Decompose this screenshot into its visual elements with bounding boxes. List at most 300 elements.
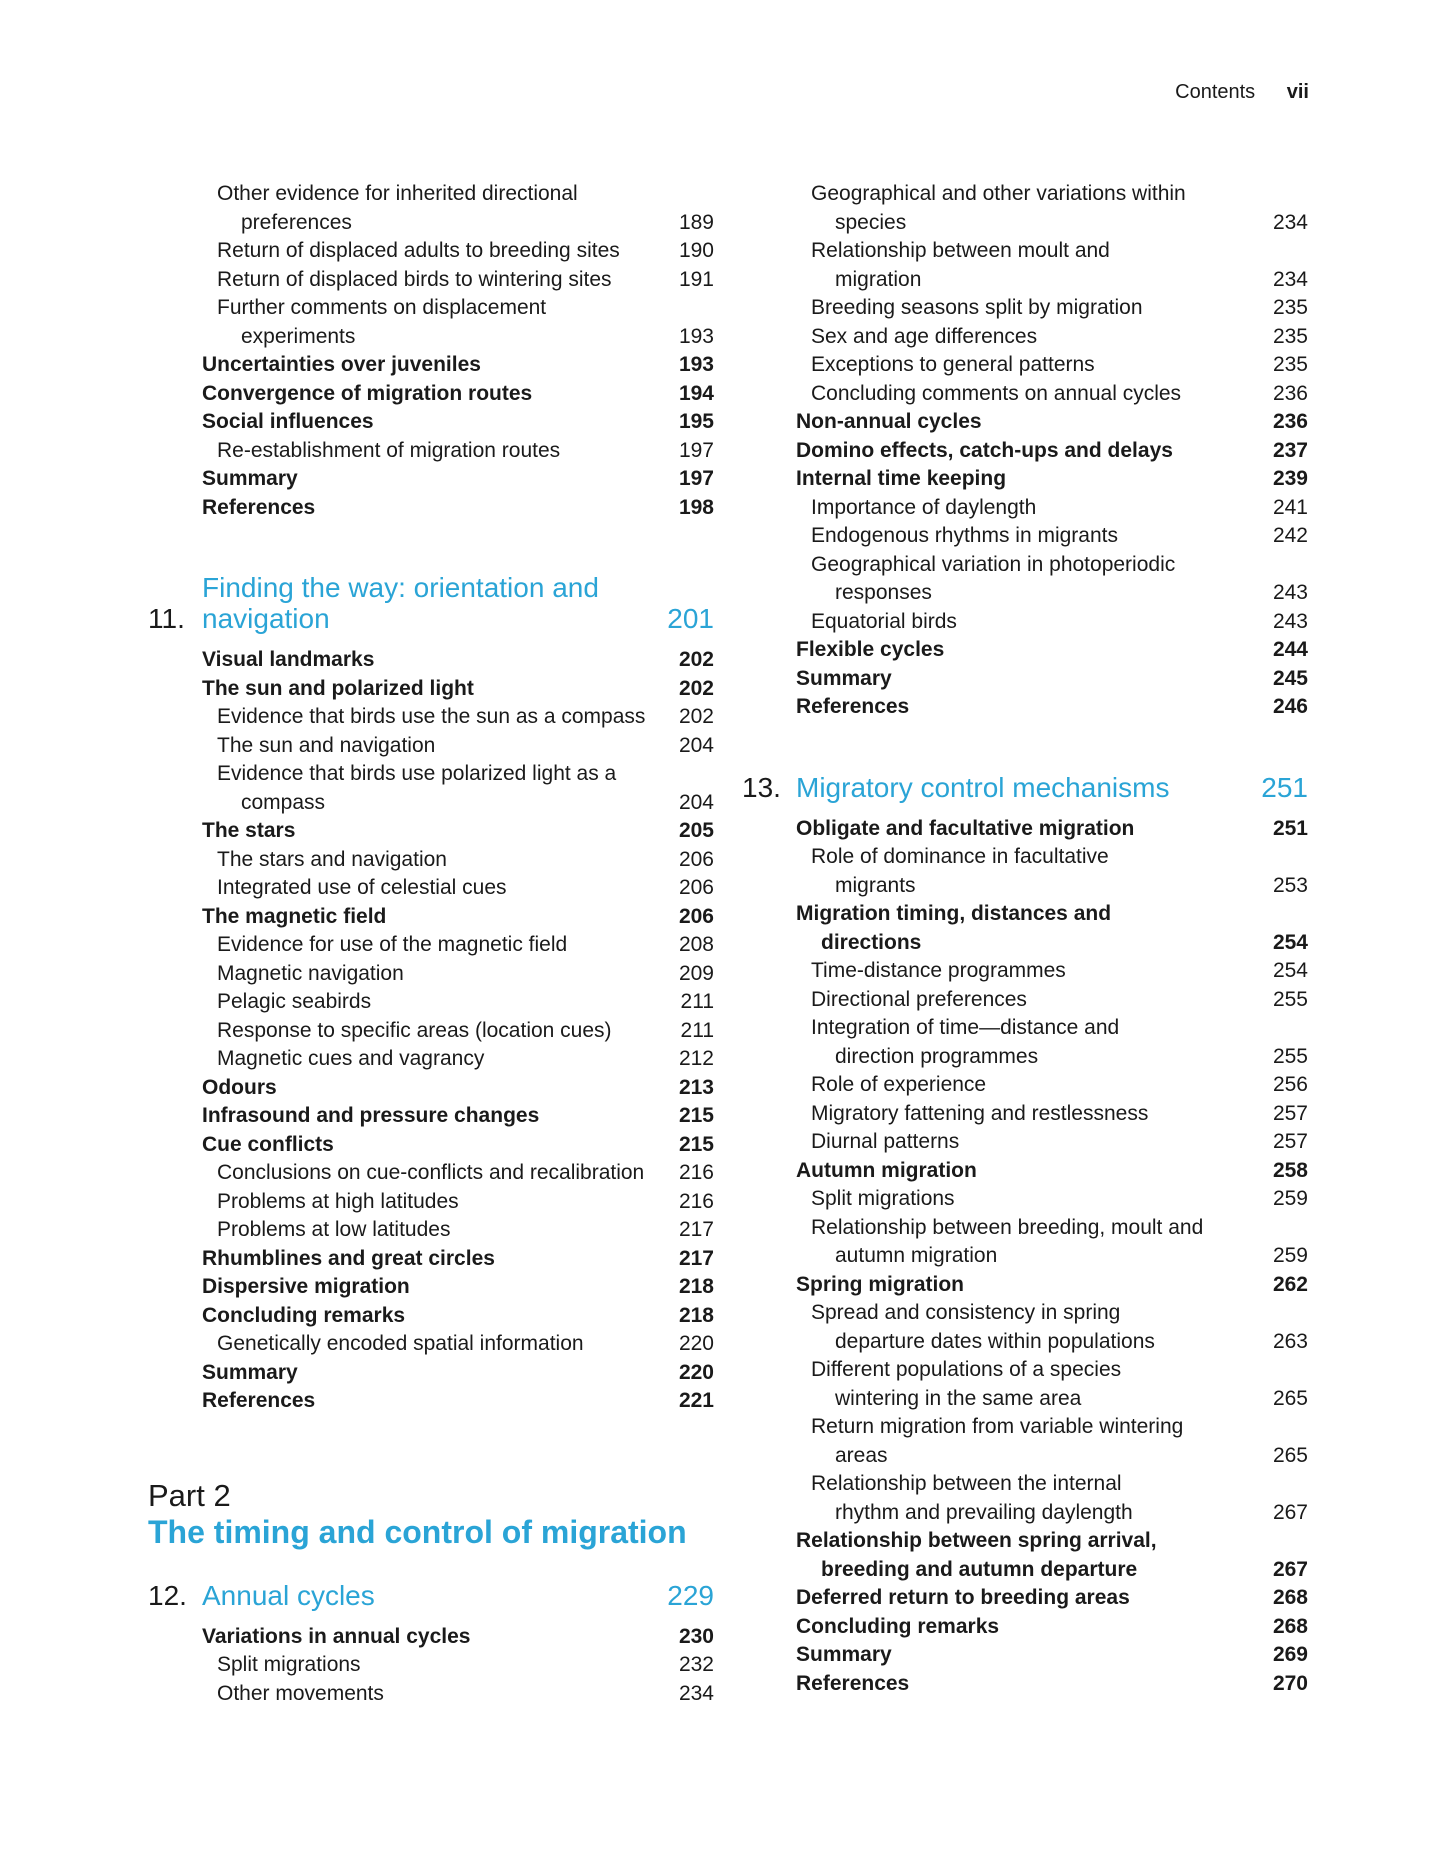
entry-title-line: Infrasound and pressure changes	[202, 1104, 540, 1127]
entry-title	[811, 180, 1252, 237]
entry-title	[202, 1102, 658, 1131]
entry-page-number: 204	[678, 733, 714, 757]
entry-title	[796, 1584, 1252, 1613]
entry-title-line: References	[202, 495, 316, 519]
entry-title-line: Equatorial birds	[811, 609, 957, 633]
entry-title-line: direction programmes	[835, 1044, 1039, 1068]
entry-title-line: Integration of time—distance and	[811, 1016, 1120, 1039]
toc-subsection-entry[interactable]	[148, 1017, 714, 1046]
entry-title	[217, 960, 658, 989]
entry-page-number: 234	[678, 1681, 714, 1705]
entry-title	[217, 703, 658, 732]
entry-page-number: 213	[678, 1075, 714, 1099]
toc-section-entry[interactable]	[148, 1273, 714, 1302]
entry-title	[202, 380, 658, 409]
entry-title	[202, 465, 658, 494]
entry-page-number: 220	[678, 1332, 714, 1355]
entry-title	[202, 675, 658, 704]
entry-title-line: directions	[821, 930, 922, 954]
entry-title-line: Return of displaced adults to breeding sites	[217, 239, 620, 262]
entry-page-number: 202	[678, 705, 714, 728]
toc-section-entry[interactable]	[148, 1102, 714, 1131]
toc-subsection-entry[interactable]	[742, 986, 1308, 1015]
entry-title	[796, 636, 1252, 665]
entry-title-line: Dispersive migration	[202, 1275, 410, 1298]
entry-page-number: 202	[678, 648, 714, 671]
entry-title	[796, 465, 1252, 494]
entry-page-number: 268	[1272, 1614, 1308, 1638]
entry-title-line: Re-establishment of migration routes	[217, 438, 561, 462]
entry-page-number: 254	[1272, 959, 1308, 982]
entry-page-number: 230	[678, 1624, 714, 1648]
entry-title	[811, 323, 1252, 352]
entry-title-line: Integrated use of celestial cues	[217, 876, 507, 899]
entry-page-number: 259	[1272, 1244, 1308, 1267]
toc-subsection-entry[interactable]	[148, 237, 714, 266]
entry-page-number: 221	[678, 1389, 714, 1412]
entry-page-number: 234	[1272, 267, 1308, 291]
entry-title-line: migrants	[835, 873, 916, 897]
entry-title-line: Relationship between spring arrival,	[796, 1529, 1157, 1552]
toc-subsection-entry[interactable]	[148, 846, 714, 875]
toc-subsection-entry[interactable]	[742, 1356, 1308, 1413]
entry-title-line: The stars and navigation	[217, 847, 447, 871]
entry-title	[217, 437, 658, 466]
chapter-number: 12.	[148, 1579, 187, 1611]
entry-page-number: 206	[678, 847, 714, 871]
toc-subsection-entry[interactable]	[742, 1413, 1308, 1470]
entry-title	[217, 1330, 658, 1359]
entry-title	[202, 351, 658, 380]
entry-title-line: Non-annual cycles	[796, 410, 982, 433]
entry-title	[811, 1356, 1252, 1413]
entry-title	[796, 437, 1252, 466]
toc-section-entry[interactable]	[742, 1527, 1308, 1584]
toc-section-entry[interactable]	[148, 817, 714, 846]
toc-section-entry[interactable]	[148, 1359, 714, 1388]
toc-subsection-entry[interactable]	[742, 1128, 1308, 1157]
entry-title-line: Conclusions on cue-conflicts and recalibration	[217, 1161, 645, 1184]
toc-subsection-entry[interactable]	[742, 1470, 1308, 1527]
entry-page-number: 256	[1272, 1073, 1308, 1096]
entry-title-line: Convergence of migration routes	[202, 381, 533, 405]
entry-page-number: 215	[678, 1132, 714, 1156]
entry-title-line: Flexible cycles	[796, 638, 945, 661]
entry-title	[811, 1299, 1252, 1356]
entry-title-line: Role of dominance in facultative	[811, 845, 1109, 868]
entry-title	[217, 1680, 658, 1709]
entry-page-number: 237	[1272, 438, 1308, 462]
toc-subsection-entry[interactable]	[742, 551, 1308, 608]
toc-subsection-entry[interactable]	[742, 180, 1308, 237]
entry-title	[217, 1651, 658, 1680]
entry-title	[811, 608, 1252, 637]
entry-title-line: Deferred return to breeding areas	[796, 1586, 1130, 1609]
entry-page-number: 254	[1272, 930, 1308, 954]
entry-title-line: Concluding remarks	[796, 1614, 1000, 1638]
entry-title	[796, 1613, 1252, 1642]
entry-title-line: Return of displaced birds to wintering sites	[217, 267, 612, 291]
part-heading	[148, 1478, 714, 1550]
entry-title-line: Problems at low latitudes	[217, 1218, 451, 1241]
entry-page-number: 258	[1272, 1158, 1308, 1182]
toc-subsection-entry[interactable]	[148, 703, 714, 732]
toc-subsection-entry[interactable]	[742, 1185, 1308, 1214]
toc-subsection-entry[interactable]	[742, 608, 1308, 637]
toc-section-entry[interactable]	[742, 408, 1308, 437]
entry-page-number: 257	[1272, 1130, 1308, 1153]
toc-subsection-entry[interactable]	[742, 1299, 1308, 1356]
entry-title-line: Magnetic cues and vagrancy	[217, 1047, 485, 1070]
toc-block	[742, 180, 1308, 722]
entry-title-line: Internal time keeping	[796, 467, 1007, 490]
entry-title	[811, 957, 1252, 986]
toc-section-entry[interactable]	[742, 665, 1308, 694]
entry-title	[811, 522, 1252, 551]
entry-page-number: 189	[678, 210, 714, 234]
entry-page-number: 246	[1272, 695, 1308, 718]
toc-subsection-entry[interactable]	[148, 760, 714, 817]
entry-title	[796, 1527, 1252, 1584]
chapter-title-line: navigation	[202, 603, 330, 634]
toc-section-entry[interactable]	[742, 815, 1308, 844]
entry-title-line: References	[202, 1389, 316, 1412]
toc-section-entry[interactable]	[742, 1584, 1308, 1613]
toc-subsection-entry[interactable]	[148, 437, 714, 466]
entry-title	[217, 1188, 658, 1217]
toc-subsection-entry[interactable]	[148, 1330, 714, 1359]
entry-page-number: 211	[680, 990, 714, 1013]
entry-title-line: Uncertainties over juveniles	[202, 353, 481, 376]
entry-title	[202, 1131, 658, 1160]
entry-page-number: 251	[1272, 816, 1308, 840]
entry-title	[202, 903, 658, 932]
entry-page-number: 263	[1272, 1329, 1308, 1353]
toc-section-entry[interactable]	[148, 408, 714, 437]
entry-page-number: 197	[678, 467, 714, 490]
entry-page-number: 204	[678, 790, 714, 814]
entry-title-line: Obligate and facultative migration	[796, 816, 1135, 840]
toc-section-entry[interactable]	[742, 1641, 1308, 1670]
toc-section-entry[interactable]	[742, 1613, 1308, 1642]
entry-title-line: Concluding remarks	[202, 1303, 406, 1327]
entry-title-line: Sex and age differences	[811, 324, 1038, 348]
entry-page-number: 236	[1272, 410, 1308, 433]
toc-subsection-entry[interactable]	[148, 874, 714, 903]
entry-page-number: 232	[678, 1653, 714, 1676]
chapter-heading[interactable]	[742, 772, 1308, 803]
entry-title-line: rhythm and prevailing daylength	[835, 1500, 1133, 1524]
chapter-title-line: Migratory control mechanisms	[796, 771, 1170, 803]
toc-subsection-entry[interactable]	[148, 1651, 714, 1680]
entry-title-line: areas	[835, 1443, 888, 1467]
entry-page-number: 218	[678, 1303, 714, 1327]
entry-title	[796, 665, 1252, 694]
toc-subsection-entry[interactable]	[148, 960, 714, 989]
toc-section-entry[interactable]	[742, 1670, 1308, 1699]
chapter-number: 11.	[148, 603, 185, 634]
entry-title-line: Relationship between breeding, moult and	[811, 1215, 1204, 1239]
entry-page-number: 194	[678, 381, 714, 405]
entry-page-number: 262	[1272, 1272, 1308, 1296]
chapter-number: 13.	[742, 771, 781, 803]
entry-title	[217, 1017, 658, 1046]
entry-title	[796, 1641, 1252, 1670]
toc-subsection-entry[interactable]	[148, 732, 714, 761]
toc-section-entry[interactable]	[148, 494, 714, 523]
entry-title	[202, 1245, 658, 1274]
entry-title-line: Variations in annual cycles	[202, 1624, 471, 1648]
entry-page-number: 218	[678, 1275, 714, 1298]
entry-title	[202, 494, 658, 523]
toc-subsection-entry[interactable]	[148, 988, 714, 1017]
entry-title	[796, 1670, 1252, 1699]
toc-subsection-entry[interactable]	[742, 323, 1308, 352]
toc-subsection-entry[interactable]	[148, 1045, 714, 1074]
entry-title-line: Magnetic navigation	[217, 961, 404, 985]
entry-title-line: Summary	[796, 666, 892, 690]
chapter-heading[interactable]	[148, 1580, 714, 1611]
toc-subsection-entry[interactable]	[742, 294, 1308, 323]
entry-page-number: 215	[678, 1104, 714, 1127]
entry-title-line: compass	[241, 790, 326, 814]
entry-page-number: 253	[1272, 873, 1308, 897]
entry-title-line: Visual landmarks	[202, 648, 375, 671]
toc-subsection-entry[interactable]	[148, 180, 714, 237]
entry-title-line: Importance of daylength	[811, 495, 1037, 519]
chapter-title	[202, 572, 644, 634]
entry-title-line: Relationship between the internal	[811, 1472, 1122, 1495]
entry-page-number: 217	[678, 1246, 714, 1270]
entry-page-number: 193	[678, 353, 714, 376]
entry-title-line: Domino effects, catch-ups and delays	[796, 438, 1173, 462]
chapter-title	[202, 1580, 644, 1611]
chapter-heading[interactable]	[148, 572, 714, 634]
entry-title-line: Summary	[202, 467, 298, 490]
entry-title-line: The sun and polarized light	[202, 676, 474, 700]
chapter-page-number: 201	[667, 603, 714, 634]
toc-section-entry[interactable]	[148, 1074, 714, 1103]
entry-page-number: 217	[678, 1218, 714, 1241]
entry-title	[811, 1128, 1252, 1157]
toc-section-entry[interactable]	[742, 636, 1308, 665]
entry-page-number: 269	[1272, 1643, 1308, 1666]
entry-title-line: Concluding comments on annual cycles	[811, 381, 1182, 405]
entry-title	[217, 294, 658, 351]
toc-section-entry[interactable]	[742, 693, 1308, 722]
toc-subsection-entry[interactable]	[742, 1071, 1308, 1100]
entry-title-line: responses	[835, 581, 932, 604]
toc-subsection-entry[interactable]	[742, 843, 1308, 900]
entry-page-number: 193	[678, 324, 714, 348]
entry-title-line: Autumn migration	[796, 1158, 977, 1182]
entry-page-number: 235	[1272, 296, 1308, 319]
entry-page-number: 209	[678, 961, 714, 985]
entry-page-number: 202	[678, 676, 714, 700]
entry-title	[217, 988, 658, 1017]
entry-title-line: Exceptions to general patterns	[811, 353, 1095, 376]
header-page-number: vii	[1286, 81, 1309, 103]
toc-subsection-entry[interactable]	[742, 494, 1308, 523]
toc-section-entry[interactable]	[148, 380, 714, 409]
entry-title-line: Odours	[202, 1075, 277, 1099]
toc-left-column	[148, 180, 714, 1708]
toc-subsection-entry[interactable]	[148, 266, 714, 295]
entry-title-line: Evidence that birds use polarized light as a	[217, 762, 617, 785]
entry-page-number: 212	[678, 1047, 714, 1070]
toc-subsection-entry[interactable]	[148, 931, 714, 960]
entry-title-line: Summary	[202, 1360, 298, 1384]
entry-page-number: 267	[1272, 1500, 1308, 1524]
toc-subsection-entry[interactable]	[148, 1188, 714, 1217]
toc-subsection-entry[interactable]	[742, 1214, 1308, 1271]
entry-title-line: The stars	[202, 819, 296, 842]
toc-subsection-entry[interactable]	[148, 1680, 714, 1709]
toc-subsection-entry[interactable]	[148, 1216, 714, 1245]
entry-title	[811, 294, 1252, 323]
entry-page-number: 211	[680, 1018, 714, 1042]
entry-title-line: Split migrations	[811, 1187, 955, 1210]
entry-title	[202, 1387, 658, 1416]
entry-title-line: Response to specific areas (location cues)	[217, 1018, 612, 1042]
toc-section-entry[interactable]	[742, 465, 1308, 494]
toc-section-entry[interactable]	[148, 1131, 714, 1160]
entry-title	[811, 494, 1252, 523]
entry-page-number: 244	[1272, 638, 1308, 661]
toc-subsection-entry[interactable]	[742, 351, 1308, 380]
entry-page-number: 239	[1272, 467, 1308, 490]
toc-section-entry[interactable]	[148, 646, 714, 675]
entry-title	[217, 931, 658, 960]
toc-subsection-entry[interactable]	[742, 1014, 1308, 1071]
entry-title	[811, 986, 1252, 1015]
entry-title-line: Endogenous rhythms in migrants	[811, 524, 1118, 547]
entry-title	[811, 380, 1252, 409]
toc-section-entry[interactable]	[148, 1245, 714, 1274]
entry-title	[796, 693, 1252, 722]
entry-page-number: 245	[1272, 666, 1308, 690]
entry-title-line: References	[796, 695, 910, 718]
entry-title-line: Directional preferences	[811, 987, 1027, 1011]
entry-title-line: Migration timing, distances and	[796, 902, 1112, 925]
entry-page-number: 242	[1272, 524, 1308, 547]
toc-subsection-entry[interactable]	[742, 1100, 1308, 1129]
entry-title	[217, 1045, 658, 1074]
entry-page-number: 243	[1272, 609, 1308, 633]
entry-title-line: Evidence for use of the magnetic field	[217, 933, 568, 956]
entry-title-line: Breeding seasons split by migration	[811, 296, 1143, 319]
toc-subsection-entry[interactable]	[148, 1159, 714, 1188]
entry-title	[796, 1271, 1252, 1300]
entry-title-line: breeding and autumn departure	[821, 1557, 1138, 1581]
entry-page-number: 197	[678, 438, 714, 462]
chapter-page-number: 229	[667, 1579, 714, 1611]
entry-title	[217, 180, 658, 237]
entry-title-line: Split migrations	[217, 1653, 361, 1676]
toc-subsection-entry[interactable]	[742, 237, 1308, 294]
toc-block	[148, 180, 714, 522]
toc-section-entry[interactable]	[742, 1271, 1308, 1300]
entry-title-line: Geographical and other variations within	[811, 182, 1186, 205]
entry-page-number: 257	[1272, 1101, 1308, 1125]
chapter-title-line: Finding the way: orientation and	[202, 572, 599, 603]
toc-subsection-entry[interactable]	[148, 294, 714, 351]
entry-page-number: 195	[678, 410, 714, 433]
entry-page-number: 190	[678, 239, 714, 262]
entry-title-line: Cue conflicts	[202, 1132, 334, 1156]
toc-block	[148, 646, 714, 1416]
entry-page-number: 265	[1272, 1443, 1308, 1467]
entry-title-line: Relationship between moult and	[811, 239, 1110, 262]
entry-page-number: 206	[678, 904, 714, 928]
entry-page-number: 220	[678, 1360, 714, 1384]
entry-page-number: 216	[678, 1161, 714, 1184]
entry-title-line: Evidence that birds use the sun as a compass	[217, 705, 646, 728]
toc-section-entry[interactable]	[148, 465, 714, 494]
toc-subsection-entry[interactable]	[742, 522, 1308, 551]
entry-title	[202, 817, 658, 846]
entry-title-line: Summary	[796, 1643, 892, 1666]
entry-title-line: The magnetic field	[202, 904, 387, 928]
entry-page-number: 268	[1272, 1586, 1308, 1609]
toc-subsection-entry[interactable]	[742, 957, 1308, 986]
entry-title	[811, 1214, 1252, 1271]
toc-section-entry[interactable]	[148, 351, 714, 380]
toc-subsection-entry[interactable]	[742, 380, 1308, 409]
entry-page-number: 216	[678, 1189, 714, 1213]
entry-page-number: 243	[1272, 581, 1308, 604]
entry-title	[811, 1071, 1252, 1100]
toc-section-entry[interactable]	[148, 1302, 714, 1331]
entry-title-line: Migratory fattening and restlessness	[811, 1101, 1149, 1125]
entry-title-line: experiments	[241, 324, 356, 348]
entry-title	[811, 1014, 1252, 1071]
toc-section-entry[interactable]	[148, 1387, 714, 1416]
entry-title-line: Return migration from variable wintering	[811, 1415, 1184, 1438]
entry-title	[217, 760, 658, 817]
entry-page-number: 205	[678, 819, 714, 842]
entry-title	[811, 237, 1252, 294]
entry-title	[202, 646, 658, 675]
toc-section-entry[interactable]	[148, 1623, 714, 1652]
entry-title-line: Rhumblines and great circles	[202, 1246, 495, 1270]
toc-section-entry[interactable]	[742, 437, 1308, 466]
entry-page-number: 208	[678, 933, 714, 956]
entry-title	[202, 1273, 658, 1302]
toc-section-entry[interactable]	[742, 900, 1308, 957]
entry-page-number: 198	[678, 495, 714, 519]
entry-title-line: Time-distance programmes	[811, 959, 1066, 982]
entry-page-number: 206	[678, 876, 714, 899]
running-header	[1175, 78, 1309, 106]
entry-title	[217, 1216, 658, 1245]
entry-title	[811, 351, 1252, 380]
entry-title-line: migration	[835, 267, 922, 291]
entry-title-line: Role of experience	[811, 1073, 987, 1096]
toc-section-entry[interactable]	[148, 903, 714, 932]
toc-section-entry[interactable]	[148, 675, 714, 704]
entry-title-line: Geographical variation in photoperiodic	[811, 552, 1176, 576]
entry-title-line: preferences	[241, 210, 352, 234]
entry-title	[202, 408, 658, 437]
entry-title	[796, 900, 1252, 957]
toc-section-entry[interactable]	[742, 1157, 1308, 1186]
entry-page-number: 235	[1272, 353, 1308, 376]
entry-title-line: Other evidence for inherited directional	[217, 182, 578, 205]
entry-page-number: 270	[1272, 1671, 1308, 1695]
entry-title	[811, 1100, 1252, 1129]
entry-title	[811, 551, 1252, 608]
